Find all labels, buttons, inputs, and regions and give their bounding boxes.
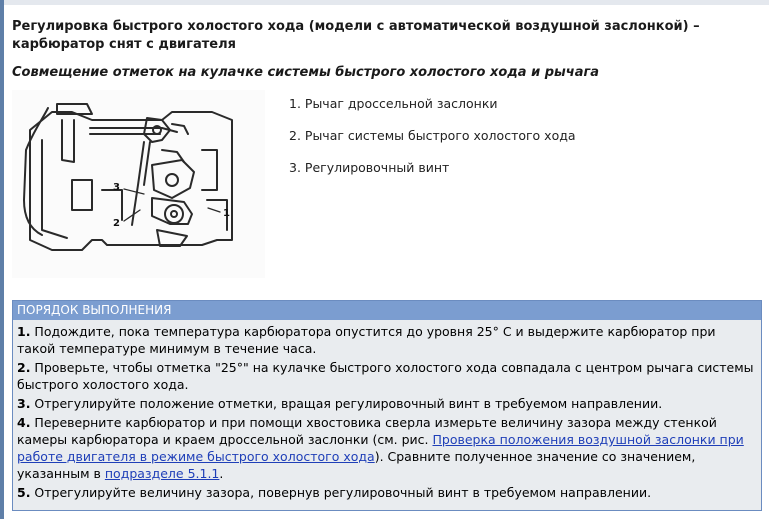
step-number: 4. (17, 415, 31, 430)
step-text: . (219, 466, 224, 481)
carburetor-drawing (12, 90, 265, 278)
legend-item: 2. Рычаг системы быстрого холостого хода (289, 128, 576, 143)
step-number: 3. (17, 396, 31, 411)
step-number: 1. (17, 324, 31, 339)
procedure-panel (12, 300, 762, 511)
step-text: Проверьте, чтобы отметка "25°" на кулачке быстрого холостого хода совпадала с центром рычага системы быстрого холостого хода. (17, 360, 754, 392)
step-text: Переверните карбюратор и при помощи хвостовика сверла измерьте величину зазора между стенкой камеры карбюратора и краем дроссельной заслонки (см. рис. (17, 415, 717, 447)
step-number: 5. (17, 485, 31, 500)
procedure-steps (13, 320, 761, 501)
subsection-link[interactable]: подразделе 5.1.1 (104, 466, 220, 481)
callout-label: 3 (113, 182, 120, 193)
step-text: Отрегулируйте положение отметки, вращая регулировочный винт в требуемом направлении. (30, 396, 663, 411)
procedure-step (17, 323, 757, 357)
callout-label: 2 (113, 218, 120, 229)
step-text: Отрегулируйте величину зазора, повернув регулировочный винт в требуемом направлении. (30, 485, 652, 500)
figure-legend (289, 92, 576, 188)
top-strip (4, 0, 769, 5)
legend-item: 3. Регулировочный винт (289, 160, 450, 175)
callout-label: 1 (223, 208, 230, 219)
procedure-step (17, 414, 757, 482)
step-text: ). Сравните полученное значение со значением, указанным в (17, 449, 696, 481)
procedure-step (17, 395, 757, 412)
figure-caption: Совмещение отметок на кулачке системы быстрого холостого хода и рычага (12, 65, 600, 80)
page-frame (0, 0, 4, 519)
carburetor-diagram (12, 90, 265, 278)
step-number: 2. (17, 360, 31, 375)
legend-item: 1. Рычаг дроссельной заслонки (289, 96, 498, 111)
step-text: Подождите, пока температура карбюратора опустится до уровня 25° С и выдержите карбюратор при такой температуре минимум в течение часа. (17, 324, 716, 356)
procedure-step (17, 359, 757, 393)
figure-reference-link[interactable]: Проверка положения воздушной заслонки при работе двигателя в режиме быстрого холостого хода (17, 432, 744, 464)
page-title: Регулировка быстрого холостого хода (модели с автоматической воздушной заслонкой) – карбюратор снят с двигателя (12, 19, 700, 52)
procedure-step (17, 484, 757, 501)
procedure-header: ПОРЯДОК ВЫПОЛНЕНИЯ (13, 301, 761, 320)
